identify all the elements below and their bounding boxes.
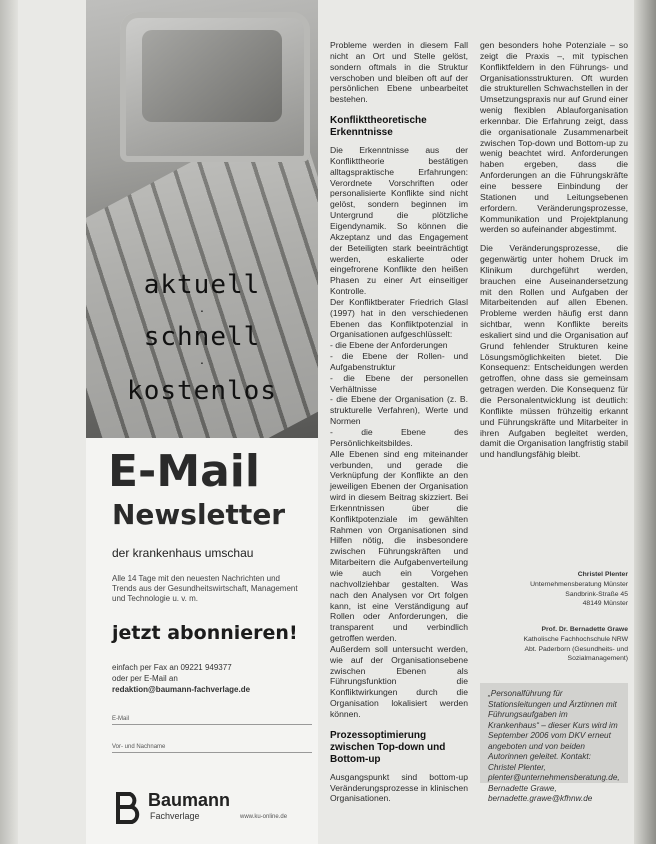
ad-title: E-Mail [108,446,260,497]
logo-name: Baumann [148,790,231,810]
author-line: Katholische Fachhochschule NRW [523,635,628,643]
ad-photo-computer-keyboard [86,0,318,438]
col1-paragraph-1: Die Erkenntnisse aus der Konflikttheorie bestätigen alltagspraktische Erfahrungen: Verordnete Vorschriften oder personalisierte Konflikte sind nicht gelöst, sondern beginnen im Untergrund die plötzliche Eigendynamik. So können die Akzeptanz und das Engagement der Beteiligten stark beeinträchtigt werden, eskalierte oder eingefrorene Konflikte den heißen Phasen zu einer Art einseitiger Kontrolle. [330,145,468,297]
form-label-name: Vor- und Nachname [112,744,166,750]
page-edge-shadow [634,0,656,844]
author-line: Unternehmensberatung Münster [530,580,628,588]
ad-contact-info [112,662,250,695]
page-binding-shadow [0,0,18,844]
author-line: 48149 Münster [582,600,628,608]
col1-list-item: - die Ebene der Rollen- und Aufgabenstruktur [330,351,468,372]
form-line-name [112,752,312,753]
col2-paragraph-2: Die Veränderungsprozesse, die gegenwärtig unter hohem Druck im Klinikum durchgeführt werden, brauchen eine Auseinandersetzung mit den Rollen und Aufgaben der Mitarbeitenden auf allen Ebenen. Probleme werden häufig erst dann sichtbar, wenn Konflikte bereits eskaliert sind und die Organisation auf Grund fehlender Strukturen keine Lösungsmöglichkeiten bietet. Die Konsequenz: Entscheidungen werden getroffen, ohne dass sie gemeinsam getragen werden. Die Konsequenz für die Personalentwicklung ist deutlich: Konflikte müssen frühzeitig erkannt und Führungskräfte und Mitarbeiter in ihren Aufgaben begleitet werden, damit die Organisation langfristig stabil und handlungsfähig bleibt. [480,243,628,460]
heading-conflict-theory: Konflikttheoretische Erkenntnisse [330,115,427,139]
article-column-2 [480,40,628,460]
col1-list-item: - die Ebene der personellen Verhältnisse [330,372,468,394]
tagline-dot-2: · [199,354,205,370]
col1-paragraph-3: Alle Ebenen sind eng miteinander verbunden, und gerade die Verknüpfung der Konflikte an den jeweiligen Ebenen der Organisation wird in diesem Beitrag skizziert. Bei Erkenntnissen über die Konfliktpotenziale im gewählten Rahmen von Organisationen sind Hilfen nötig, die insbesondere zwischen Führungskräften und Mitarbeitern die Aufgabenverteilung wie auch ein Vorgehen nachvollziehbar gestalten. Was nach den Analysen vor Ort folgen kann, ist eine Verständigung auf Rollen oder Anforderungen, die transparent und verbindlich getroffen werden. [330,448,468,644]
subscribe-call-to-action[interactable]: jetzt abonnieren! [112,622,298,644]
heading-process-optimization: Prozessoptimierung zwischen Top-down und Bottom-up [330,729,446,765]
baumann-logo [112,788,312,828]
tagline-dot-1: · [199,302,205,318]
email-intro-line: oder per E-Mail an [112,674,178,683]
contact-email[interactable]: redaktion@baumann-fachverlage.de [112,685,251,694]
tagline-word-1: aktuell [143,270,261,300]
article-column-1 [330,40,468,804]
col1-paragraph-2: Der Konfliktberater Friedrich Glasl (1997) hat in den verschiedenen Ebenen das Konfliktpotenzial in Organisationen aufgeschlüsselt: [330,296,468,340]
author-block-1 [480,570,628,609]
baumann-logo-icon [112,790,142,824]
form-label-email: E-Mail [112,716,130,722]
ad-description: Alle 14 Tage mit den neuesten Nachrichten und Trends aus der Gesundheitswirtschaft, Management und Technologie u. v. m. [112,574,298,603]
fax-line: einfach per Fax an 09221 949377 [112,663,232,672]
tagline-word-2: schnell [143,322,261,352]
logo-url: www.ku-online.de [240,814,288,820]
course-info-box: „Personalführung für Stationsleitungen und Ärztinnen mit Führungsaufgaben im Krankenhaus“ – dieser Kurs wird im September 2006 vom DKV erneut angeboten und von beiden Autorinnen geleitet. Kontakt: Christel Plenter, plenter@unternehmensberatung.de, Bernadette Grawe, bernadette.grawe@kfhnw.de [480,683,628,783]
ad-subtitle: Newsletter [112,498,286,531]
monitor-image [120,12,310,162]
col1-list-item: - die Ebene des Persönlichkeitsbildes. [330,427,469,448]
col1-list-item: - die Ebene der Anforderungen [330,340,448,351]
form-line-email [112,724,312,725]
logo-subtitle: Fachverlage [150,811,200,821]
monitor-screen [142,30,282,122]
col1-intro: Probleme werden in diesem Fall nicht an Ort und Stelle gelöst, sondern oftmals in die Struktur verschoben und bleiben oft auf der persönlichen Ebene unbearbeitet bestehen. [330,40,468,105]
col1-list-item: - die Ebene der Organisation (z. B. strukturelle Verfahren), Werte und Normen [330,394,468,427]
author-line: Sandbrink-Straße 45 [565,590,628,598]
col1-paragraph-5: Ausgangspunkt sind bottom-up Veränderungsprozesse in klinischen Organisationen. [330,771,468,804]
newsletter-advertisement [86,0,318,844]
ad-publication-name: der krankenhaus umschau [112,546,254,560]
col1-paragraph-4: Außerdem soll untersucht werden, wie auf der Organisationsebene zwischen Ebenen als Führungsfunktion die Konfliktwirkungen durch die Organisation lokalisiert werden können. [330,643,468,719]
col2-paragraph-1: gen besonders hohe Potenziale – so zeigt die Praxis –, mit typischen Konfliktfeldern in den Führungs- und Organisationsstrukturen. Oft wurden die strukturellen Schwachstellen in der Umsetzungspraxis nur auf Grund einer wenig flexiblen Ablauforganisation erkennbar. Die Erfahrung zeigt, dass die organisationale Zusammenarbeit zwischen Top-down und Bottom-up zu wenig beachtet wird. Anforderungen haben ergeben, dass die Anforderungen an die Führungskräfte eine bessere Einbindung der Stationen und Leitungsebenen erfordern. Veränderungsprozesse, Kommunikation und Projektplanung werden so aufeinander abgestimmt. [480,40,628,235]
author-line: Abt. Paderborn (Gesundheits- und [524,645,628,653]
author-name: Christel Plenter [577,571,628,578]
author-line: Sozialmanagement) [567,655,628,663]
author-name: Prof. Dr. Bernadette Grawe [541,626,628,633]
author-block-2 [480,625,628,664]
tagline-word-3: kostenlos [127,376,277,406]
